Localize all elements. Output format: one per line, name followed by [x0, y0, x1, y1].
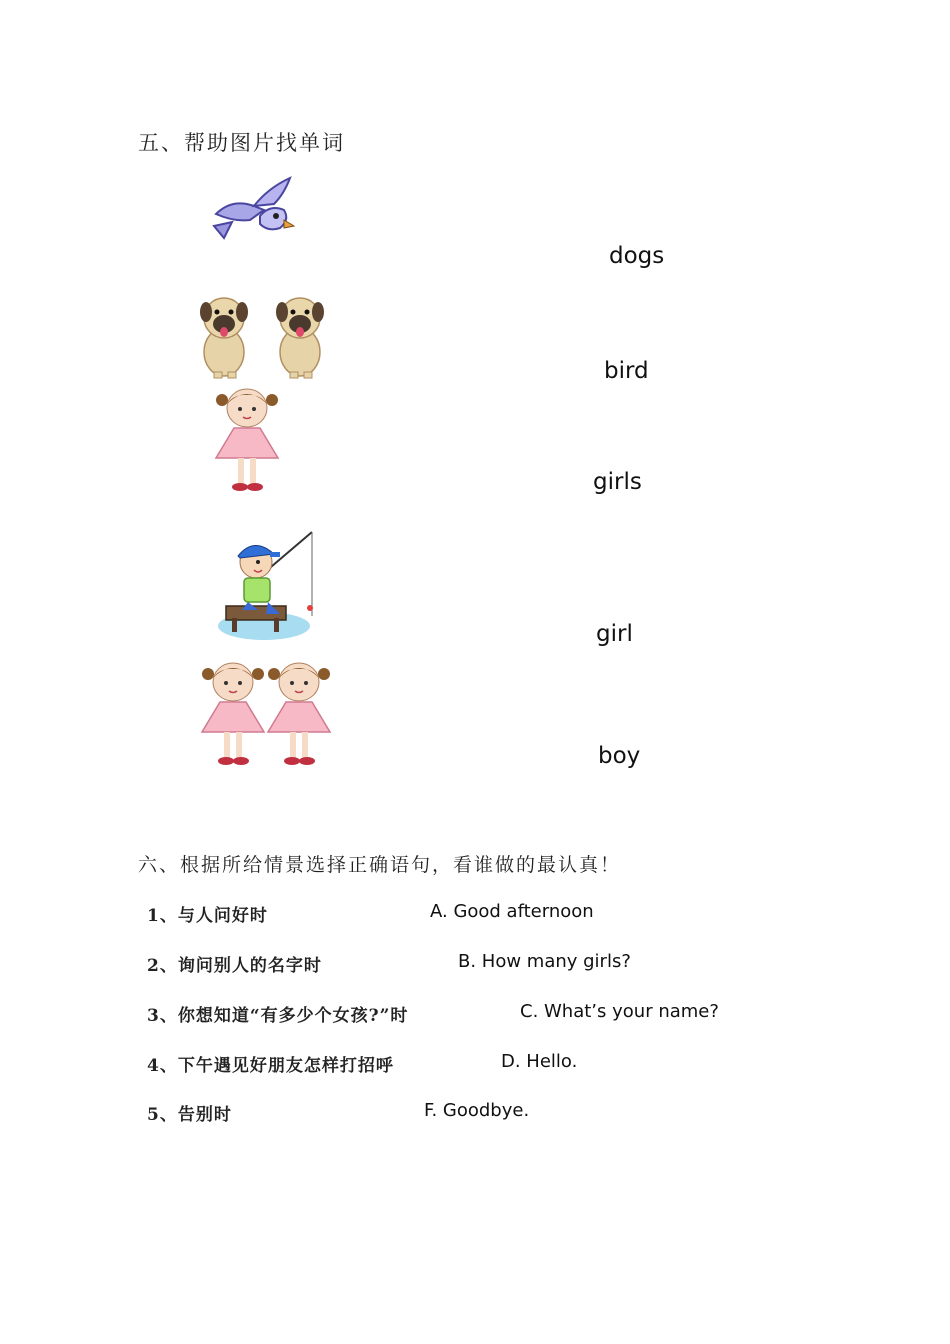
two-dogs-icon: [200, 292, 340, 380]
section-6-heading: 六、根据所给情景选择正确语句，看谁做的最认真！: [138, 854, 622, 876]
situation-4: 4、下午遇见好朋友怎样打招呼: [147, 1056, 394, 1076]
word-boy: boy: [598, 743, 641, 769]
word-girls: girls: [593, 469, 642, 495]
situation-2: 2、询问别人的名字时: [147, 956, 322, 976]
word-girl: girl: [596, 621, 633, 647]
situation-5: 5、告别时: [147, 1105, 232, 1125]
situation-3: 3、你想知道“有多少个女孩?”时: [147, 1006, 409, 1026]
option-c: C. What’s your name?: [520, 1001, 719, 1022]
option-f: F. Goodbye.: [424, 1100, 530, 1121]
fishing-boy-icon: [218, 530, 320, 642]
word-bird: bird: [604, 358, 649, 384]
word-dogs: dogs: [609, 243, 665, 269]
two-girls-icon: [198, 660, 334, 768]
option-b: B. How many girls?: [458, 951, 631, 972]
situation-1: 1、与人问好时: [147, 906, 268, 926]
bird-icon: [210, 176, 296, 244]
section-5-heading: 五、帮助图片找单词: [138, 131, 345, 155]
option-a: A. Good afternoon: [430, 901, 594, 922]
girl-icon: [212, 386, 282, 494]
option-d: D. Hello.: [501, 1051, 578, 1072]
